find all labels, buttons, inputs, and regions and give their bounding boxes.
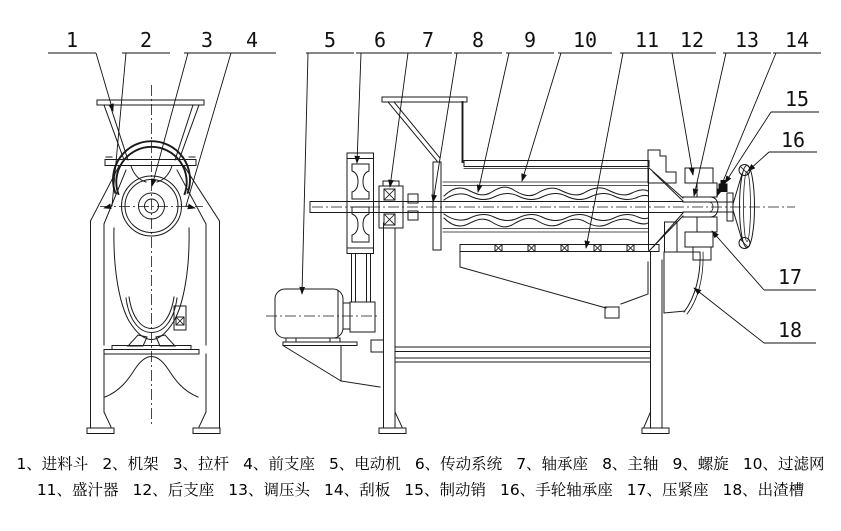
- pressure-head: [649, 168, 733, 251]
- discharge-chute: [664, 252, 703, 314]
- leader-line: [717, 53, 776, 196]
- leader-line: [522, 53, 561, 181]
- leader-line: [104, 53, 126, 208]
- belt-drive-system: [347, 153, 374, 302]
- callout-number: 17: [777, 265, 803, 289]
- legend-item-15: 15、制动销: [404, 481, 486, 499]
- legend-item-17: 17、压紧座: [626, 481, 709, 499]
- leader-line: [694, 288, 764, 343]
- legend-item-2: 2、机架: [102, 455, 159, 473]
- callout-number: 6: [373, 28, 387, 52]
- legend-item-14: 14、刮板: [324, 481, 391, 499]
- legend-item-9: 9、螺旋: [672, 455, 729, 473]
- legend-item-3: 3、拉杆: [172, 455, 230, 473]
- callout-18: [694, 288, 816, 343]
- leader-line: [96, 53, 113, 111]
- screw-barrel: [433, 161, 659, 252]
- legend-item-5: 5、电动机: [328, 455, 401, 473]
- clamping-seat: [685, 168, 717, 260]
- legend-item-8: 8、主轴: [602, 455, 659, 473]
- motor-pulley: [350, 302, 375, 332]
- callout-1: [48, 28, 113, 111]
- callout-number: 11: [634, 28, 660, 52]
- callout-number: 7: [421, 28, 435, 52]
- callout-number: 13: [734, 28, 760, 52]
- callout-number: 3: [200, 28, 214, 52]
- callout-number: 4: [245, 28, 259, 52]
- callout-number: 18: [777, 318, 803, 342]
- callout-number: 9: [523, 28, 537, 52]
- barrel-top-casing: [464, 161, 649, 167]
- leader-line: [433, 53, 457, 202]
- juice-funnel-side: [460, 252, 648, 318]
- juice-spout: [605, 307, 619, 318]
- leader-line: [586, 53, 623, 248]
- callout-number: 10: [572, 28, 598, 52]
- callout-6: [356, 28, 404, 163]
- callout-7: [390, 28, 452, 187]
- parts-legend: [0, 451, 841, 503]
- legend-item-18: 18、出渣槽: [722, 481, 805, 499]
- callout-8: [433, 28, 502, 202]
- hopper-top-flange: [97, 100, 204, 105]
- leader-line: [748, 152, 769, 171]
- side-view: [266, 97, 795, 434]
- callout-number: 1: [65, 28, 79, 52]
- callout-number: 16: [780, 128, 806, 152]
- legend-item-6: 6、传动系统: [414, 455, 503, 473]
- leader-line: [186, 53, 231, 208]
- legend-line-1: [0, 451, 841, 477]
- motor-body: [275, 289, 343, 338]
- frame-foot-left: [87, 428, 114, 434]
- callout-number: 5: [323, 28, 337, 52]
- motor-base-plate: [283, 342, 357, 346]
- callout-number: 14: [784, 28, 810, 52]
- leader-line: [390, 53, 408, 187]
- callout-number: 8: [471, 28, 485, 52]
- handwheel: [727, 165, 755, 249]
- legend-item-11: 11、盛汁器: [36, 481, 119, 499]
- callout-number: 15: [784, 87, 810, 111]
- callout-annotations: [48, 28, 821, 343]
- legend-item-1: 1、进料斗: [16, 455, 89, 473]
- leader-line: [694, 53, 726, 196]
- hopper-flange-side: [382, 97, 467, 102]
- callout-16: [748, 128, 817, 171]
- handwheel-rim: [740, 166, 755, 248]
- legend-item-10: 10、过滤网: [742, 455, 825, 473]
- front-view: [87, 85, 220, 434]
- machine-frame-side: [371, 223, 669, 434]
- callout-4: [186, 28, 276, 208]
- leader-line: [302, 53, 308, 294]
- motor-bracket: [283, 346, 341, 382]
- callout-5: [302, 28, 354, 294]
- barrel-bottom-rail: [460, 245, 659, 252]
- collector-foot-right: [156, 335, 175, 346]
- frame-foot-right: [193, 428, 220, 434]
- callout-number: 12: [679, 28, 705, 52]
- legend-item-16: 16、手轮轴承座: [499, 481, 613, 499]
- leader-line: [712, 231, 764, 290]
- callout-12: [668, 28, 716, 175]
- legend-item-13: 13、调压头: [228, 481, 311, 499]
- legend-item-4: 4、前支座: [243, 455, 315, 473]
- callout-number: 2: [139, 28, 153, 52]
- leader-line: [357, 53, 361, 163]
- front-foot: [379, 428, 406, 434]
- rail-bracket: [371, 340, 384, 352]
- callout-17: [712, 231, 816, 290]
- legend-item-12: 12、后支座: [132, 481, 215, 499]
- legend-line-2: [0, 477, 841, 503]
- leader-line: [672, 53, 693, 175]
- bearing-housing: [379, 181, 403, 228]
- collector-foot-left: [128, 335, 147, 346]
- drive-pulley: [347, 153, 374, 254]
- rear-foot: [642, 428, 669, 434]
- legend-item-7: 7、轴承座: [516, 455, 589, 473]
- electric-motor: [275, 289, 380, 387]
- leader-line: [478, 53, 509, 192]
